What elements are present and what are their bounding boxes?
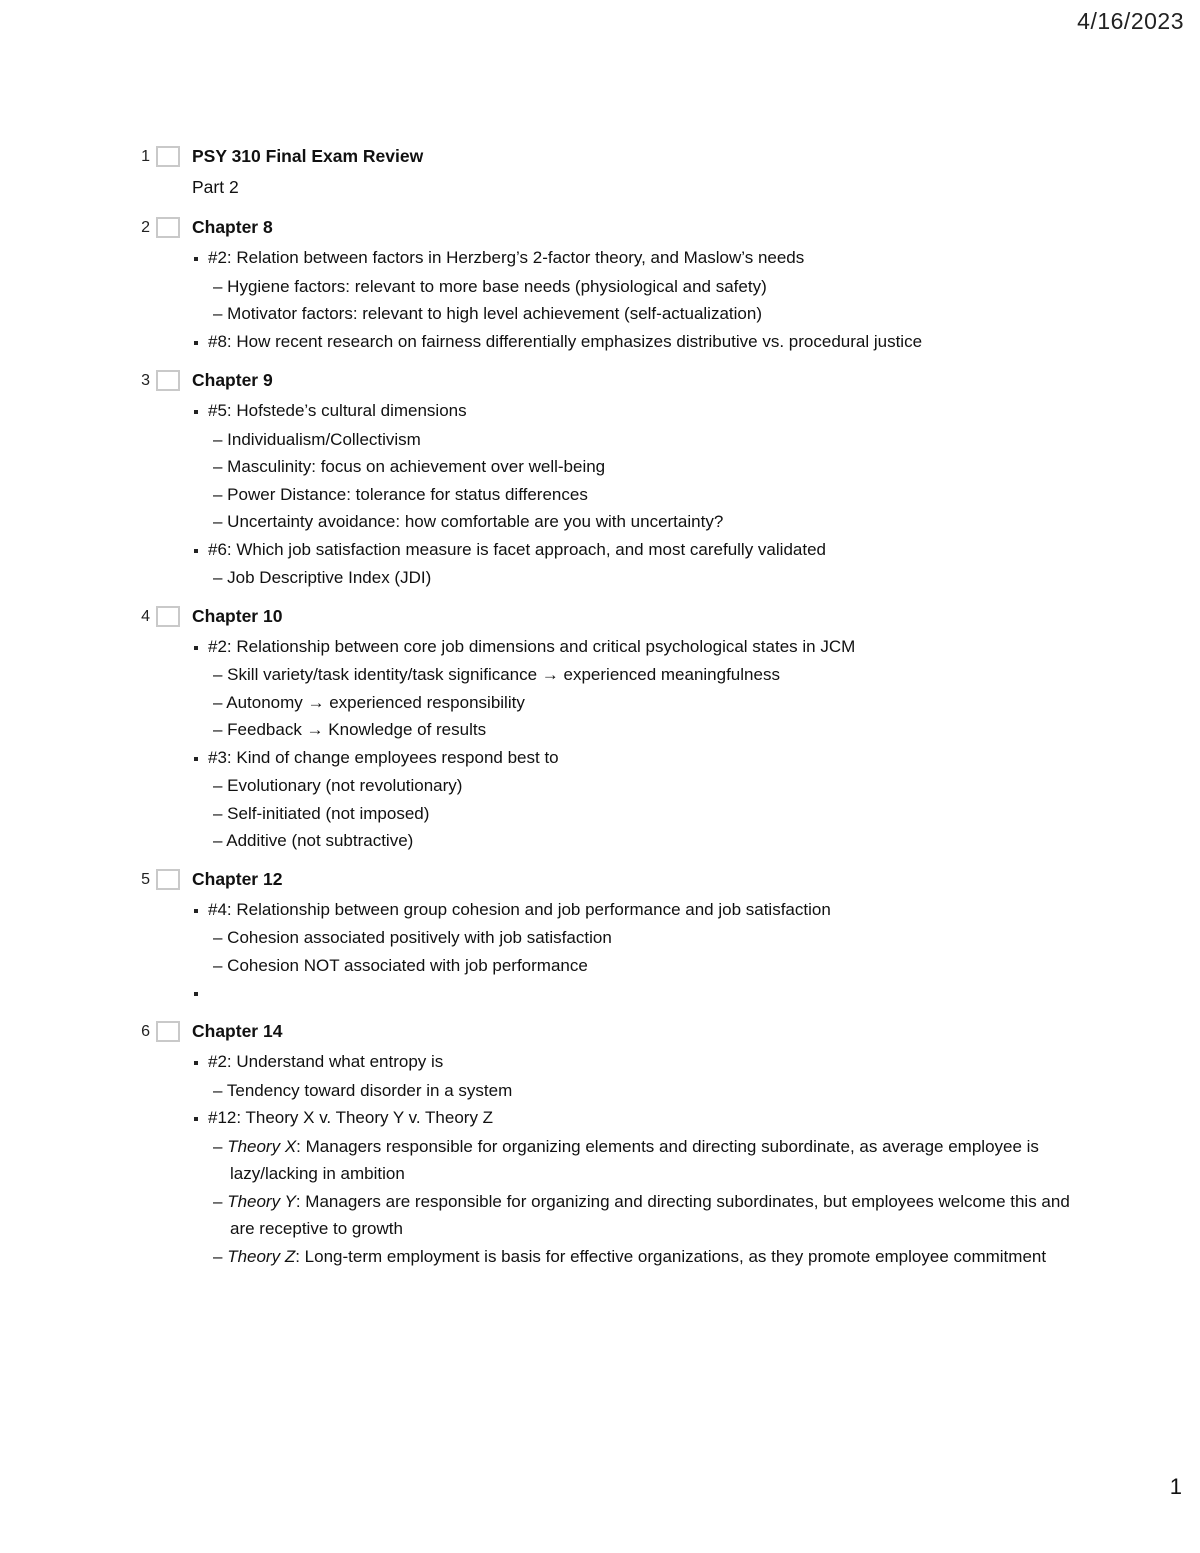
bullet-item: #12: Theory X v. Theory Y v. Theory Z	[208, 1104, 1200, 1133]
slide-number: 4	[141, 607, 150, 625]
sub-bullet-item: – Evolutionary (not revolutionary)	[213, 776, 463, 795]
outline-list	[0, 141, 1200, 1279]
sub-bullet-item	[213, 1188, 1090, 1242]
sub-bullet-item: – Motivator factors: relevant to high level achievement (self-actualization)	[213, 304, 762, 323]
slide-title: Chapter 12	[192, 868, 283, 889]
slide-number: 5	[141, 870, 150, 888]
sub-bullet-item	[213, 1133, 1090, 1187]
theory-label: Theory X	[227, 1136, 297, 1156]
sub-bullet-item: – Power Distance: tolerance for status differences	[213, 484, 588, 504]
sub-bullet-item: – Autonomy → experienced responsibility	[213, 692, 525, 712]
sub-bullet-item: – Job Descriptive Index (JDI)	[213, 568, 432, 587]
dash-prefix: –	[213, 1246, 228, 1266]
bullet-item: #8: How recent research on fairness differentially emphasizes distributive vs. procedural justice	[208, 328, 1200, 357]
slide-number: 6	[141, 1023, 150, 1040]
sub-bullet-item	[213, 1243, 1090, 1270]
print-date: 4/16/2023	[1077, 8, 1184, 34]
outline-slide-3	[0, 365, 1200, 592]
sub-bullet-item: – Skill variety/task identity/task significance → experienced meaningfulness	[213, 665, 780, 684]
theory-description: : Long-term employment is basis for effective organizations, as they promote employee commitment	[295, 1246, 1047, 1266]
theory-label: Theory Y	[227, 1191, 296, 1211]
slide-title: Chapter 10	[192, 605, 283, 626]
bullet-item: #4: Relationship between group cohesion and job performance and job satisfaction	[208, 896, 1200, 925]
slide-thumbnail-icon	[156, 606, 180, 627]
bullet-item: #2: Understand what entropy is	[208, 1048, 1200, 1077]
slide-title: Chapter 8	[192, 217, 273, 237]
sub-bullet-item: – Additive (not subtractive)	[213, 831, 414, 850]
page-number: 1	[1169, 1474, 1182, 1499]
outline-slide-4	[0, 601, 1200, 855]
bullet-item: #2: Relation between factors in Herzberg’s 2-factor theory, and Maslow’s needs	[208, 244, 1200, 273]
slide-title: Chapter 9	[192, 370, 273, 390]
slide-title: PSY 310 Final Exam Review	[192, 146, 424, 166]
outline-slide-5	[0, 864, 1200, 1008]
sub-bullet-item: – Cohesion associated positively with job satisfaction	[213, 928, 612, 947]
outline-slide-1	[0, 141, 1200, 203]
theory-label: Theory Z	[227, 1246, 296, 1266]
bullet-item: #6: Which job satisfaction measure is facet approach, and most carefully validated	[208, 536, 1200, 565]
sub-bullet-item: – Hygiene factors: relevant to more base needs (physiological and safety)	[213, 276, 767, 296]
slide-thumbnail-icon	[156, 1021, 180, 1042]
bullet-item: #3: Kind of change employees respond best to	[208, 744, 1200, 773]
sub-bullet-item: – Tendency toward disorder in a system	[213, 1080, 513, 1100]
outline-slide-2	[0, 212, 1200, 356]
slide-thumbnail-icon	[156, 869, 180, 890]
dash-prefix: –	[213, 1136, 228, 1156]
bullet-item: #5: Hofstede’s cultural dimensions	[208, 397, 1200, 426]
sub-bullet-item: – Cohesion NOT associated with job performance	[213, 955, 588, 975]
slide-title: Chapter 14	[192, 1021, 283, 1041]
slide-subtitle: Part 2	[192, 177, 239, 197]
outline-slide-6	[0, 1016, 1200, 1270]
sub-bullet-item: – Masculinity: focus on achievement over well-being	[213, 457, 606, 476]
empty-bullet-item	[208, 979, 1200, 1007]
dash-prefix: –	[213, 1191, 228, 1211]
theory-description: : Managers are responsible for organizing and directing subordinates, but employees welcome this and are receptive to growth	[230, 1191, 1070, 1238]
sub-bullet-item: – Uncertainty avoidance: how comfortable are you with uncertainty?	[213, 512, 724, 531]
bullet-item: #2: Relationship between core job dimensions and critical psychological states in JCM	[208, 633, 1200, 662]
sub-bullet-item: – Individualism/Collectivism	[213, 429, 421, 449]
slide-thumbnail-icon	[156, 146, 180, 167]
slide-number: 3	[141, 372, 150, 389]
sub-bullet-item: – Self-initiated (not imposed)	[213, 803, 430, 823]
slide-number: 2	[141, 219, 150, 236]
slide-thumbnail-icon	[156, 370, 180, 391]
theory-description: : Managers responsible for organizing elements and directing subordinate, as average employee is lazy/lacking in ambition	[230, 1136, 1039, 1183]
slide-thumbnail-icon	[156, 217, 180, 238]
sub-bullet-item: – Feedback → Knowledge of results	[213, 720, 487, 739]
slide-number: 1	[141, 148, 150, 165]
